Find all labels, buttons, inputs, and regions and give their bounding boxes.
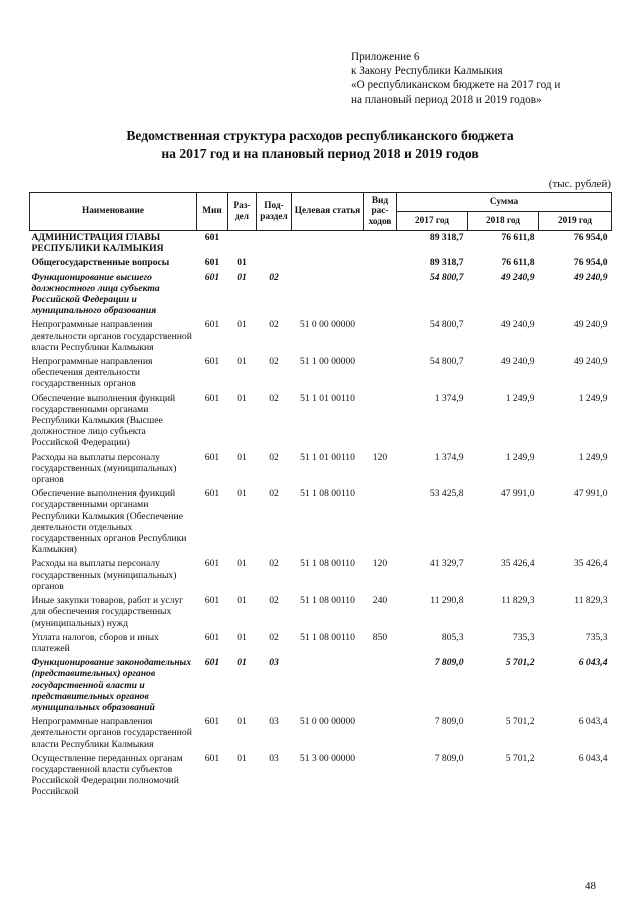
appendix-note: [351, 50, 560, 107]
row-sum-2018: 1 249,9: [505, 392, 535, 404]
table-row: [30, 451, 612, 488]
row-sum-2019: 6 043,4: [578, 752, 608, 764]
row-razdel: 01: [237, 752, 247, 764]
row-vid: 120: [372, 451, 388, 463]
row-sum-2018: 49 240,9: [500, 319, 535, 331]
row-podrazdel: 02: [269, 488, 279, 500]
row-sum-2017: 1 374,9: [434, 451, 464, 463]
row-name: Непрограммные направления деятельности органов государственной власти Республики Калмыкия: [31, 319, 192, 353]
header-min: Мин: [197, 193, 228, 231]
row-razdel: 01: [237, 657, 247, 669]
row-sum-2017: 54 800,7: [429, 356, 464, 368]
row-podrazdel: 02: [269, 558, 279, 570]
row-sum-2019: 6 043,4: [578, 657, 608, 669]
row-razdel: 01: [237, 257, 247, 269]
row-sum-2019: 76 954,0: [573, 232, 608, 243]
table-row: [30, 557, 612, 594]
row-vid: [364, 487, 397, 557]
row-sum-2018: 735,3: [512, 631, 535, 643]
table-row: [30, 271, 612, 319]
row-sum-2017: 7 809,0: [434, 657, 464, 669]
row-target: 51 1 08 00110: [300, 595, 355, 607]
row-sum-2019: 6 043,4: [578, 716, 608, 728]
row-razdel: 01: [237, 392, 247, 404]
row-min: 601: [204, 631, 220, 643]
row-target: 51 0 00 00000: [299, 319, 356, 331]
row-podrazdel: 02: [269, 631, 279, 643]
row-sum-2017: 41 329,7: [429, 558, 464, 570]
row-vid: [364, 656, 397, 715]
row-vid: [364, 231, 397, 257]
row-sum-2019: 49 240,9: [573, 319, 608, 331]
row-podrazdel: [257, 231, 292, 257]
page-number: 48: [585, 880, 596, 892]
row-sum-2019: 49 240,9: [573, 271, 608, 283]
header-podrazdel: Под-раздел: [257, 193, 292, 231]
row-sum-2018: 5 701,2: [505, 716, 535, 728]
table-row: [30, 392, 612, 451]
row-name: Функционирование законодательных (представительных) органов государственной власти и представительных органов муниципальных образований: [31, 657, 191, 713]
row-vid: [364, 256, 397, 270]
row-sum-2017: 11 290,8: [430, 595, 464, 607]
row-sum-2019: 76 954,0: [573, 257, 608, 269]
row-podrazdel: 03: [269, 752, 279, 764]
row-vid: [364, 392, 397, 451]
row-sum-2017: 7 809,0: [434, 716, 464, 728]
header-sum: Сумма: [397, 193, 612, 212]
row-razdel: 01: [237, 319, 247, 331]
row-vid: [364, 715, 397, 752]
table-row: [30, 656, 612, 715]
row-vid: 850: [372, 631, 388, 643]
row-target: 51 1 01 00110: [300, 392, 355, 404]
row-razdel: 01: [237, 595, 247, 607]
expenditure-table: [29, 192, 612, 800]
row-name: Обеспечение выполнения функций государственными органами Республики Калмыкия (Обеспечение деятельности отдельных государственных органов Республики Калмыкия): [31, 488, 187, 556]
row-name: Общегосударственные вопросы: [31, 257, 170, 269]
row-min: 601: [204, 752, 220, 764]
title-line: на 2017 год и на плановый период 2018 и 2019 годов: [161, 146, 479, 161]
row-target: 51 1 00 00000: [299, 356, 356, 368]
header-2018: 2018 год: [468, 212, 539, 231]
row-sum-2018: 49 240,9: [500, 271, 535, 283]
row-sum-2018: 76 611,8: [501, 257, 535, 269]
row-name: Функционирование высшего должностного лица субъекта Российской Федерации и муниципального образования: [31, 271, 160, 317]
row-sum-2019: 11 829,3: [574, 595, 608, 607]
row-sum-2018: 5 701,2: [505, 752, 535, 764]
row-podrazdel: [257, 256, 292, 270]
header-name: Наименование: [30, 193, 197, 231]
header-vid: Вид рас-ходов: [364, 193, 397, 231]
row-target: [292, 271, 364, 319]
row-target: [292, 231, 364, 257]
row-vid: [364, 752, 397, 800]
row-name: Уплата налогов, сборов и иных платежей: [31, 631, 159, 654]
table-row: [30, 715, 612, 752]
row-razdel: 01: [237, 271, 247, 283]
row-sum-2017: 805,3: [441, 631, 464, 643]
row-sum-2017: 7 809,0: [434, 752, 464, 764]
row-podrazdel: 02: [269, 319, 279, 331]
row-razdel: 01: [237, 451, 247, 463]
row-sum-2018: 49 240,9: [500, 356, 535, 368]
row-sum-2018: 5 701,2: [505, 657, 535, 669]
document-title: [0, 127, 640, 163]
row-podrazdel: 03: [269, 657, 279, 669]
row-min: 601: [204, 257, 220, 269]
row-target: 51 1 08 00110: [300, 631, 355, 643]
table-row: [30, 752, 612, 800]
appendix-line: «О республиканском бюджете на 2017 год и: [351, 79, 561, 92]
row-sum-2018: 47 991,0: [500, 488, 535, 500]
row-name: Обеспечение выполнения функций государственными органами Республики Калмыкия (Высшее должностное лицо субъекта Российской Федерации): [31, 392, 176, 449]
row-podrazdel: 02: [269, 271, 279, 283]
row-target: [292, 256, 364, 270]
title-line: Ведомственная структура расходов республиканского бюджета: [126, 128, 514, 143]
table-row: [30, 231, 612, 257]
row-sum-2019: 735,3: [585, 631, 608, 643]
row-name: Осуществление переданных органам государственной власти субъектов Российской Федерации полномочий Российской: [31, 752, 183, 798]
row-min: 601: [204, 716, 220, 728]
row-sum-2018: 1 249,9: [505, 451, 535, 463]
row-sum-2017: 1 374,9: [434, 392, 464, 404]
row-razdel: 01: [237, 488, 247, 500]
row-name: Непрограммные направления обеспечения деятельности государственных органов: [31, 356, 153, 390]
row-target: 51 1 08 00110: [300, 488, 355, 500]
row-min: 601: [204, 451, 220, 463]
row-vid: [364, 318, 397, 355]
row-podrazdel: 02: [269, 451, 279, 463]
row-name: Непрограммные направления деятельности органов государственной власти Республики Калмыкия: [31, 716, 192, 750]
row-podrazdel: 03: [269, 716, 279, 728]
row-sum-2019: 1 249,9: [578, 451, 608, 463]
table-row: [30, 318, 612, 355]
row-min: 601: [204, 319, 220, 331]
row-sum-2017: 54 800,7: [429, 271, 464, 283]
row-target: 51 1 01 00110: [300, 451, 355, 463]
row-sum-2017: 54 800,7: [429, 319, 464, 331]
row-min: 601: [204, 595, 220, 607]
table-body: [30, 231, 612, 800]
row-name: Расходы на выплаты персоналу государственных (муниципальных) органов: [31, 451, 177, 486]
header-2019: 2019 год: [539, 212, 612, 231]
row-podrazdel: 02: [269, 356, 279, 368]
row-podrazdel: 02: [269, 392, 279, 404]
row-target: 51 0 00 00000: [299, 716, 356, 728]
appendix-line: Приложение 6: [351, 51, 420, 63]
table-row: [30, 355, 612, 392]
row-min: 601: [204, 356, 220, 368]
header-razdel: Раз-дел: [228, 193, 257, 231]
appendix-line: к Закону Республики Калмыкия: [351, 65, 503, 78]
row-sum-2018: 35 426,4: [500, 558, 535, 570]
row-sum-2017: 89 318,7: [429, 232, 464, 243]
row-sum-2019: 49 240,9: [573, 356, 608, 368]
row-name: АДМИНИСТРАЦИЯ ГЛАВЫ РЕСПУБЛИКИ КАЛМЫКИЯ: [31, 232, 164, 255]
table-row: [30, 631, 612, 656]
table-row: [30, 594, 612, 631]
row-name: Иные закупки товаров, работ и услуг для обеспечения государственных (муниципальных) нужд: [31, 595, 184, 629]
row-sum-2017: 89 318,7: [429, 257, 464, 269]
row-min: 601: [204, 558, 220, 570]
row-razdel: [228, 231, 257, 257]
table-row: [30, 487, 612, 557]
row-razdel: 01: [237, 631, 247, 643]
row-vid: [364, 355, 397, 392]
row-min: 601: [204, 392, 220, 404]
row-razdel: 01: [237, 558, 247, 570]
header-2017: 2017 год: [397, 212, 468, 231]
table-header: [30, 193, 612, 231]
row-target: 51 1 08 00110: [300, 558, 355, 570]
row-min: 601: [204, 271, 220, 283]
row-razdel: 01: [237, 716, 247, 728]
appendix-line: на плановый период 2018 и 2019 годов»: [351, 93, 542, 106]
row-name: Расходы на выплаты персоналу государственных (муниципальных) органов: [31, 558, 177, 592]
row-sum-2019: 35 426,4: [573, 558, 608, 570]
row-podrazdel: 02: [269, 595, 279, 607]
row-vid: 240: [372, 595, 388, 607]
row-vid: [364, 271, 397, 319]
row-min: 601: [204, 232, 220, 243]
row-vid: 120: [372, 558, 388, 570]
row-target: 51 3 00 00000: [299, 752, 356, 764]
row-target: [292, 656, 364, 715]
row-sum-2017: 53 425,8: [429, 488, 464, 500]
row-sum-2018: 76 611,8: [501, 232, 535, 243]
header-target: Целевая статья: [292, 193, 364, 231]
row-min: 601: [204, 657, 220, 669]
row-sum-2018: 11 829,3: [501, 595, 535, 607]
table-row: [30, 256, 612, 270]
row-min: 601: [204, 488, 220, 500]
row-razdel: 01: [237, 356, 247, 368]
units-label: (тыс. рублей): [548, 178, 611, 190]
row-sum-2019: 1 249,9: [578, 392, 608, 404]
row-sum-2019: 47 991,0: [573, 488, 608, 500]
